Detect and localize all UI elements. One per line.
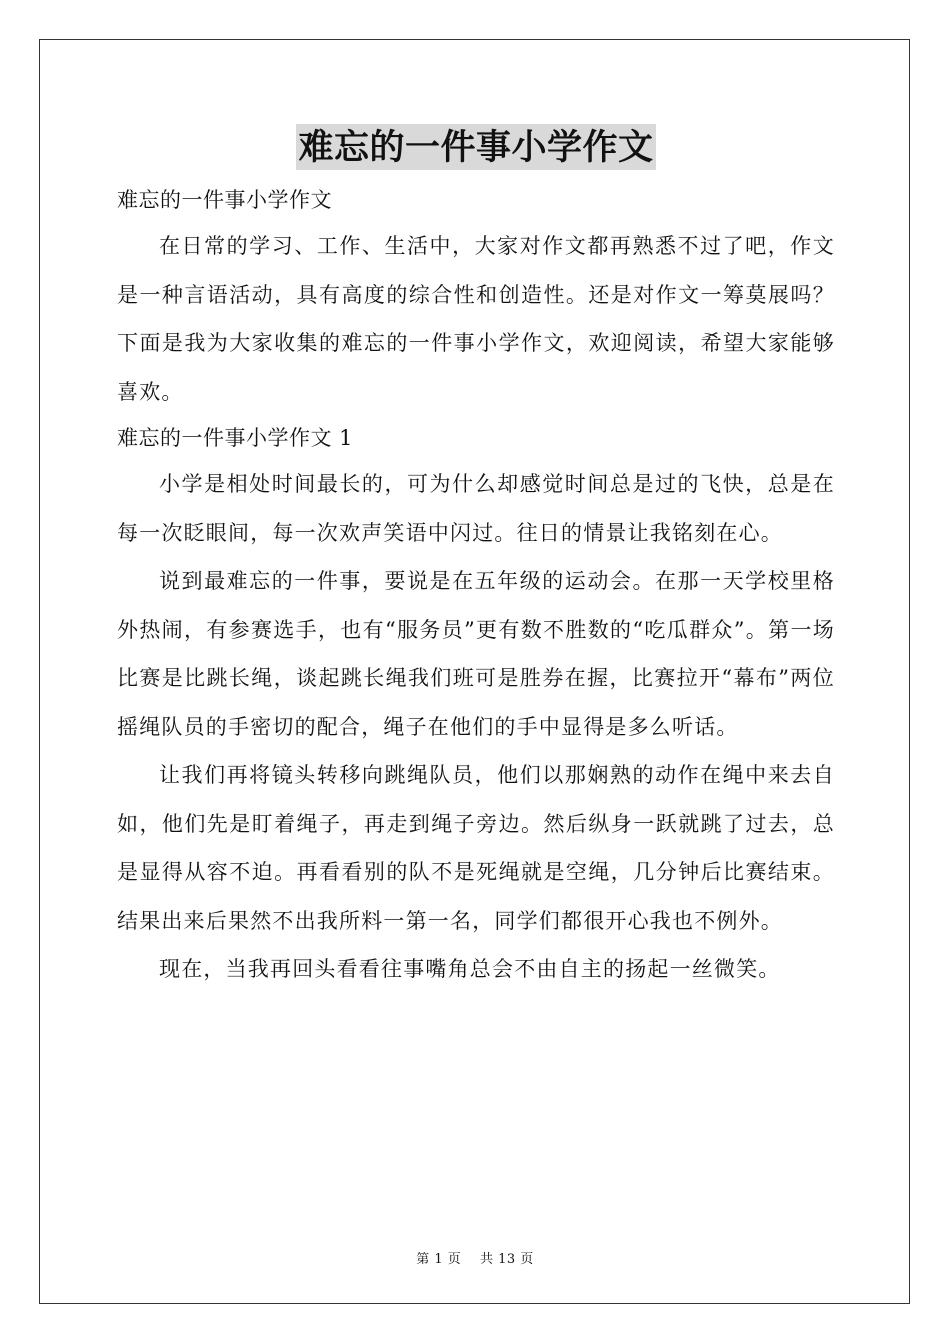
- body-paragraph-3: 让我们再将镜头转移向跳绳队员，他们以那娴熟的动作在绳中来去自如，他们先是盯着绳子，再走到绳子旁边。然后纵身一跃就跳了过去，总是显得从容不迫。再看看别的队不是死绳就是空绳，几分钟后比赛结束。结果出来后果然不出我所料一第一名，同学们都很开心我也不例外。: [117, 763, 835, 933]
- section-heading: 难忘的一件事小学作文 1: [117, 426, 354, 450]
- document-title: 难忘的一件事小学作文: [296, 124, 655, 170]
- document-subtitle: 难忘的一件事小学作文: [117, 188, 332, 212]
- intro-paragraph: 在日常的学习、工作、生活中，大家对作文都再熟悉不过了吧，作文是一种言语活动，具有高度的综合性和创造性。还是对作文一筹莫展吗？下面是我为大家收集的难忘的一件事小学作文，欢迎阅读，希望大家能够喜欢。: [117, 234, 835, 404]
- page-total: 共 13 页: [479, 1252, 534, 1267]
- page-footer: [0, 1248, 950, 1267]
- body-paragraph-4: 现在，当我再回头看看往事嘴角总会不由自主的扬起一丝微笑。: [159, 957, 781, 981]
- document-body: [117, 124, 835, 994]
- body-paragraph-1: 小学是相处时间最长的，可为什么却感觉时间总是过的飞快，总是在每一次眨眼间，每一次欢声笑语中闪过。往日的情景让我铭刻在心。: [117, 472, 835, 545]
- page-number: 第 1 页: [416, 1252, 462, 1267]
- body-paragraph-2: 说到最难忘的一件事，要说是在五年级的运动会。在那一天学校里格外热闹，有参赛选手，也有“服务员”更有数不胜数的“吃瓜群众”。第一场比赛是比跳长绳，谈起跳长绳我们班可是胜券在握，比赛拉开“幕布”两位摇绳队员的手密切的配合，绳子在他们的手中显得是多么听话。: [117, 569, 835, 739]
- title-container: [117, 124, 835, 172]
